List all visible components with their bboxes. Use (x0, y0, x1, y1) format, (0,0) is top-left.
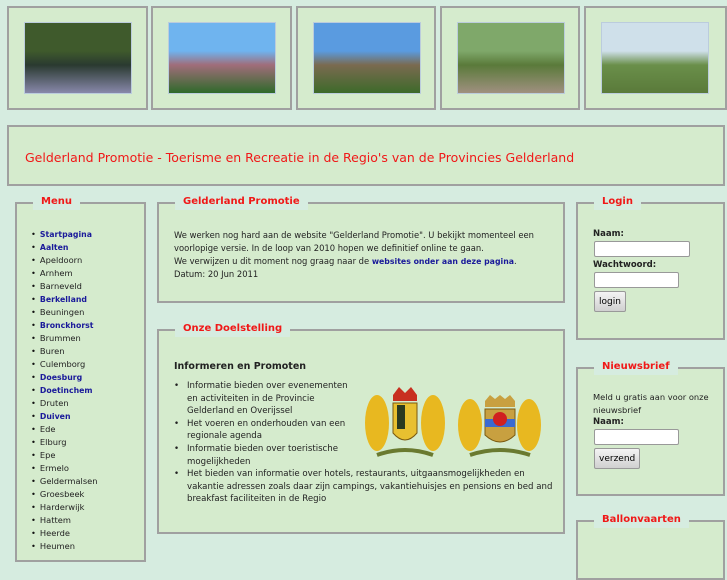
menu-item-label[interactable]: Apeldoorn (39, 255, 83, 265)
menu-item-label[interactable]: Epe (39, 450, 56, 460)
menu-legend: Menu (33, 194, 80, 210)
menu-item[interactable] (31, 488, 98, 501)
photo-frame (7, 6, 148, 110)
period: . (514, 256, 517, 266)
login-legend: Login (594, 194, 641, 210)
menu-item-label[interactable]: Barneveld (39, 281, 82, 291)
login-button[interactable]: login (594, 291, 626, 312)
menu-item-label[interactable]: Startpagina (39, 230, 92, 239)
coat-of-arms-image (357, 383, 547, 463)
newsletter-text: Meld u gratis aan voor onze nieuwsbrief (593, 392, 709, 415)
menu-item-label[interactable]: Berkelland (39, 295, 87, 304)
menu-item-label[interactable]: Groesbeek (39, 489, 85, 499)
menu-item-label[interactable]: Harderwijk (39, 502, 85, 512)
goal-item: • Het voeren en onderhouden van een regionale agenda (174, 418, 349, 443)
menu-item-label[interactable]: Bronckhorst (39, 321, 94, 330)
intro-legend: Gelderland Promotie (175, 194, 308, 210)
date-text: Datum: 20 Jun 2011 (174, 269, 259, 279)
overijssel-arms (458, 395, 541, 455)
password-label: Wachtwoord: (593, 260, 657, 270)
horse-rider-photo (457, 22, 565, 94)
church-photo (313, 22, 421, 94)
menu-item-label[interactable]: Doetinchem (39, 386, 93, 395)
menu-item-label[interactable]: Hattem (39, 515, 71, 525)
intro-panel (157, 196, 565, 303)
menu-item-label[interactable]: Doesburg (39, 373, 83, 382)
goal-item: • Het bieden van informatie over hotels, restaurants, uitgaansmogelijkheden en vakantie adressen zoals daar zijn campings, vakantiehuisjes en pensions en bed and breakfast faciliteiten in de Regio (174, 468, 554, 506)
name-label: Naam: (593, 229, 624, 239)
menu-item-label[interactable]: Heumen (39, 541, 75, 551)
photo-frame (440, 6, 580, 110)
menu-item[interactable] (31, 345, 98, 358)
menu-item-label[interactable]: Geldermalsen (39, 476, 98, 486)
intro-text: We werken nog hard aan de website "Gelderland Promotie". U bekijkt momenteel een voorlopige versie. In de loop van 2010 hopen we definitief online te gaan. (174, 230, 534, 253)
menu-item[interactable] (31, 436, 98, 449)
menu-item[interactable] (31, 358, 98, 371)
menu-item[interactable] (31, 384, 98, 397)
menu-item[interactable] (31, 332, 98, 345)
newsletter-legend: Nieuwsbrief (594, 359, 678, 375)
menu-item[interactable] (31, 501, 98, 514)
menu-item[interactable] (31, 475, 98, 488)
menu-item-label[interactable]: Ede (39, 424, 56, 434)
site-title: Gelderland Promotie - Toerisme en Recreatie in de Regio's van de Provincies Gelderland (25, 150, 575, 165)
menu-item[interactable] (31, 540, 98, 553)
menu-item[interactable] (31, 228, 98, 241)
menu-item-label[interactable]: Druten (39, 398, 69, 408)
menu-item-label[interactable]: Brummen (39, 333, 81, 343)
menu-item[interactable] (31, 462, 98, 475)
goals-legend: Onze Doelstelling (175, 321, 290, 337)
menu-item-label[interactable]: Elburg (39, 437, 67, 447)
intro-text-2: We verwijzen u dit moment nog graag naar de (174, 256, 372, 266)
menu-panel (15, 196, 146, 562)
menu-item[interactable] (31, 410, 98, 423)
login-name-input[interactable] (594, 241, 690, 257)
photo-frame (296, 6, 436, 110)
photo-frame (584, 6, 727, 110)
menu-item-label[interactable]: Arnhem (39, 268, 73, 278)
menu-item-label[interactable]: Ermelo (39, 463, 69, 473)
menu-item[interactable] (31, 423, 98, 436)
heath-photo (168, 22, 276, 94)
menu-item-label[interactable]: Buren (39, 346, 65, 356)
menu-item[interactable] (31, 449, 98, 462)
menu-item[interactable] (31, 254, 98, 267)
menu-item-label[interactable]: Duiven (39, 412, 71, 421)
menu-item[interactable] (31, 514, 98, 527)
goals-heading: Informeren en Promoten (174, 361, 307, 372)
menu-item[interactable] (31, 280, 98, 293)
gelderland-arms (365, 387, 445, 455)
menu-list (31, 228, 98, 553)
goal-item: • Informatie bieden over evenementen en activiteiten in de Provincie Gelderland en Overijssel (174, 380, 349, 418)
menu-item[interactable] (31, 306, 98, 319)
menu-item-label[interactable]: Aalten (39, 243, 69, 252)
newsletter-panel (576, 361, 725, 496)
goal-item: • Informatie bieden over toeristische mogelijkheden (174, 443, 349, 468)
menu-item[interactable] (31, 293, 98, 306)
balloon-legend: Ballonvaarten (594, 512, 689, 528)
menu-item-label[interactable]: Heerde (39, 528, 70, 538)
login-password-input[interactable] (594, 272, 679, 288)
send-button[interactable]: verzend (594, 448, 640, 469)
newsletter-name-label: Naam: (593, 417, 624, 427)
country-road-photo (601, 22, 709, 94)
login-panel (576, 196, 725, 340)
menu-item[interactable] (31, 241, 98, 254)
canoe-photo (24, 22, 132, 94)
menu-item[interactable] (31, 397, 98, 410)
photo-frame (151, 6, 292, 110)
websites-link[interactable]: websites onder aan deze pagina (371, 257, 515, 266)
menu-item[interactable] (31, 371, 98, 384)
goals-panel (157, 323, 565, 534)
balloon-panel (576, 514, 725, 580)
menu-item[interactable] (31, 527, 98, 540)
newsletter-name-input[interactable] (594, 429, 679, 445)
title-banner (7, 125, 725, 186)
menu-item-label[interactable]: Beuningen (39, 307, 85, 317)
menu-item[interactable] (31, 267, 98, 280)
menu-item[interactable] (31, 319, 98, 332)
menu-item-label[interactable]: Culemborg (39, 359, 86, 369)
